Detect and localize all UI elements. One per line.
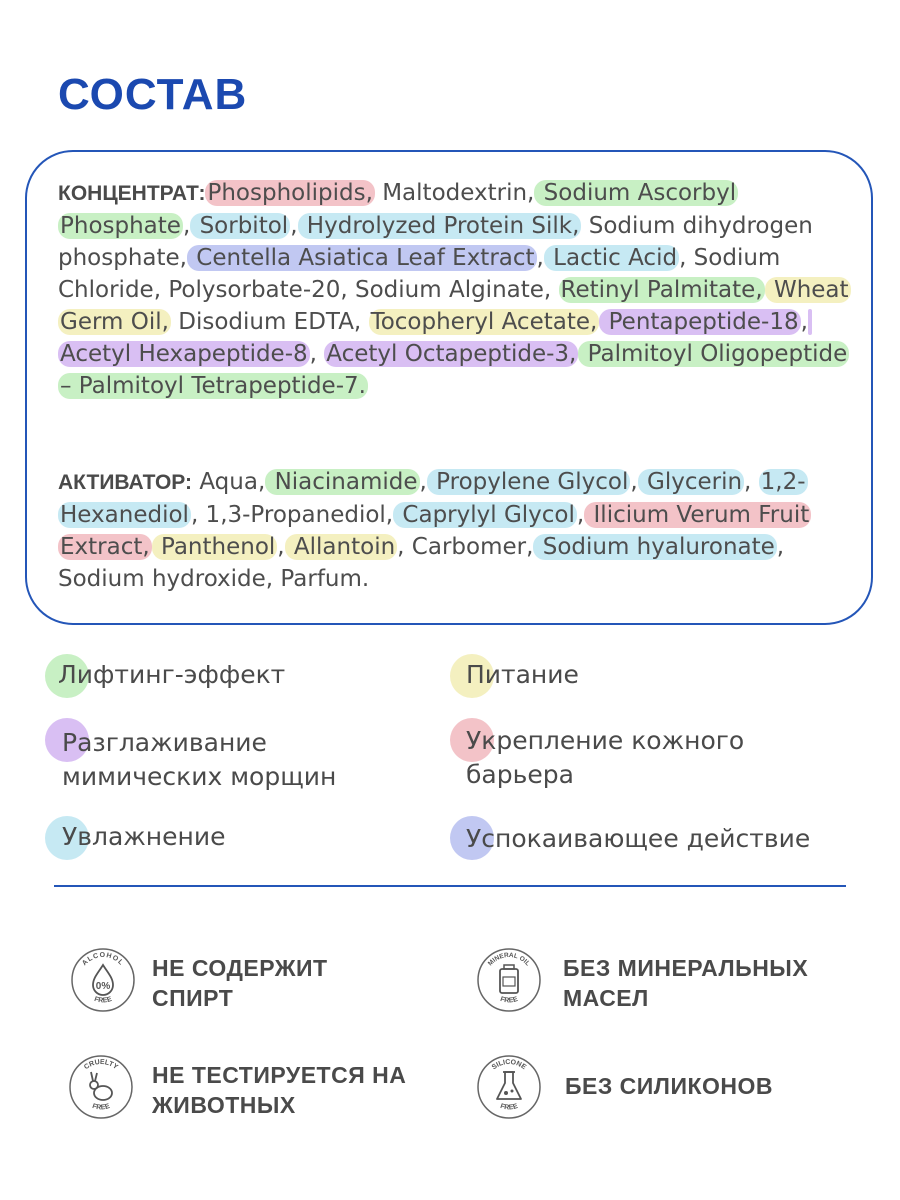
- ingredient-segment: ,: [630, 469, 638, 495]
- ingredient-segment: Sorbitol: [192, 213, 289, 239]
- ingredient-segment: Propylene Glycol: [428, 469, 629, 495]
- concentrate-label: КОНЦЕНТРАТ:: [58, 182, 206, 205]
- svg-text:0%: 0%: [95, 981, 111, 992]
- alcohol-free-icon: [68, 945, 138, 1015]
- svg-text:FREE: FREE: [499, 995, 519, 1005]
- activator-label: АКТИВАТОР:: [58, 471, 193, 494]
- ingredient-segment: Tocopheryl Acetate,: [370, 309, 598, 335]
- legend-lifting: Лифтинг-эффект: [58, 660, 286, 689]
- ingredient-segment: Phospholipids,: [207, 180, 373, 206]
- ingredient-segment: Maltodextrin,: [374, 180, 535, 206]
- ingredient-segment: Glycerin: [639, 469, 743, 495]
- svg-text:FREE: FREE: [91, 1102, 111, 1112]
- concentrate-list: [58, 180, 851, 399]
- concentrate-ingredients: [58, 177, 858, 402]
- section-divider: [54, 885, 846, 887]
- legend-soothing: Успокаивающее действие: [466, 824, 811, 853]
- ingredient-segment: Centella Asiatica Leaf Extract: [188, 245, 535, 271]
- ingredient-segment: ,: [536, 245, 544, 271]
- svg-text:MINERAL OIL: MINERAL OIL: [486, 951, 532, 968]
- svg-text:ALCOHOL: ALCOHOL: [81, 951, 125, 968]
- page-title: СОСТАВ: [58, 70, 248, 119]
- ingredient-segment: , 1,3-Propanediol,: [190, 502, 394, 528]
- silicone-free-icon: [474, 1052, 544, 1122]
- silicone-free-text: БЕЗ СИЛИКОНОВ: [565, 1073, 774, 1099]
- ingredient-segment: , Sodium Chloride, Polysorbate-20, Sodium Alginate,: [58, 245, 781, 303]
- svg-text:CRUELTY: CRUELTY: [83, 1058, 119, 1072]
- ingredient-segment: Acetyl Hexapeptide-8: [58, 309, 812, 367]
- mineral-oil-free-icon: [474, 945, 544, 1015]
- ingredient-segment: ,: [277, 534, 285, 560]
- activator-ingredients: [58, 466, 858, 595]
- ingredient-segment: Niacinamide: [267, 469, 418, 495]
- svg-text:SILICONE: SILICONE: [490, 1058, 528, 1072]
- ingredient-segment: ,: [182, 213, 191, 239]
- legend-moisture: Увлажнение: [62, 822, 226, 851]
- legend-barrier: Укрепление кожного барьера: [466, 726, 745, 789]
- cruelty-free-text: НЕ ТЕСТИРУЕТСЯ НА ЖИВОТНЫХ: [152, 1062, 407, 1118]
- ingredient-segment: Allantoin: [286, 534, 396, 560]
- ingredient-segment: Hydrolyzed Protein Silk,: [299, 213, 580, 239]
- ingredient-segment: Wheat Germ Oil,: [60, 277, 849, 335]
- ingredient-segment: Palmitoyl Oligopeptide – Palmitoyl Tetrapeptide-7.: [60, 341, 848, 399]
- ingredient-segment: Pentapeptide-18: [601, 309, 799, 335]
- ingredient-segment: Acetyl Octapeptide-3,: [326, 341, 577, 367]
- ingredient-segment: , Sodium hydroxide, Parfum.: [58, 534, 785, 592]
- svg-text:FREE: FREE: [93, 995, 113, 1005]
- ingredient-segment: Aqua,: [192, 469, 266, 495]
- ingredient-segment: Lactic Acid: [545, 245, 678, 271]
- ingredient-segment: Retinyl Palmitate,: [560, 277, 763, 303]
- ingredient-segment: ,: [290, 213, 298, 239]
- mineral-oil-free-text: БЕЗ МИНЕРАЛЬНЫХ МАСЕЛ: [563, 955, 809, 1011]
- alcohol-free-text: НЕ СОДЕРЖИТ СПИРТ: [152, 955, 328, 1011]
- ingredient-segment: 1,2-Hexanediol: [60, 469, 806, 528]
- ingredient-segment: Disodium EDTA,: [170, 309, 369, 335]
- ingredient-segment: ,: [576, 502, 585, 528]
- ingredient-segment: ,: [744, 469, 759, 495]
- ingredient-segment: ,: [800, 309, 808, 335]
- ingredient-segment: Ilicium Verum Fruit Extract,: [60, 502, 810, 560]
- ingredient-segment: ,: [419, 469, 427, 495]
- cruelty-free-icon: [66, 1052, 136, 1122]
- ingredient-segment: Sodium hyaluronate: [535, 534, 775, 560]
- ingredient-segment: Sodium Ascorbyl Phosphate: [60, 180, 737, 239]
- svg-text:FREE: FREE: [499, 1102, 519, 1112]
- legend-nutrition: Питание: [466, 660, 579, 689]
- legend-smoothing: Разглаживание мимических морщин: [62, 728, 337, 791]
- ingredient-segment: Caprylyl Glycol: [395, 502, 575, 528]
- ingredient-segment: , Carbomer,: [397, 534, 534, 560]
- ingredient-segment: ,: [309, 341, 325, 367]
- ingredient-segment: Sodium dihydrogen phosphate,: [58, 213, 813, 271]
- ingredient-segment: Panthenol: [153, 534, 276, 560]
